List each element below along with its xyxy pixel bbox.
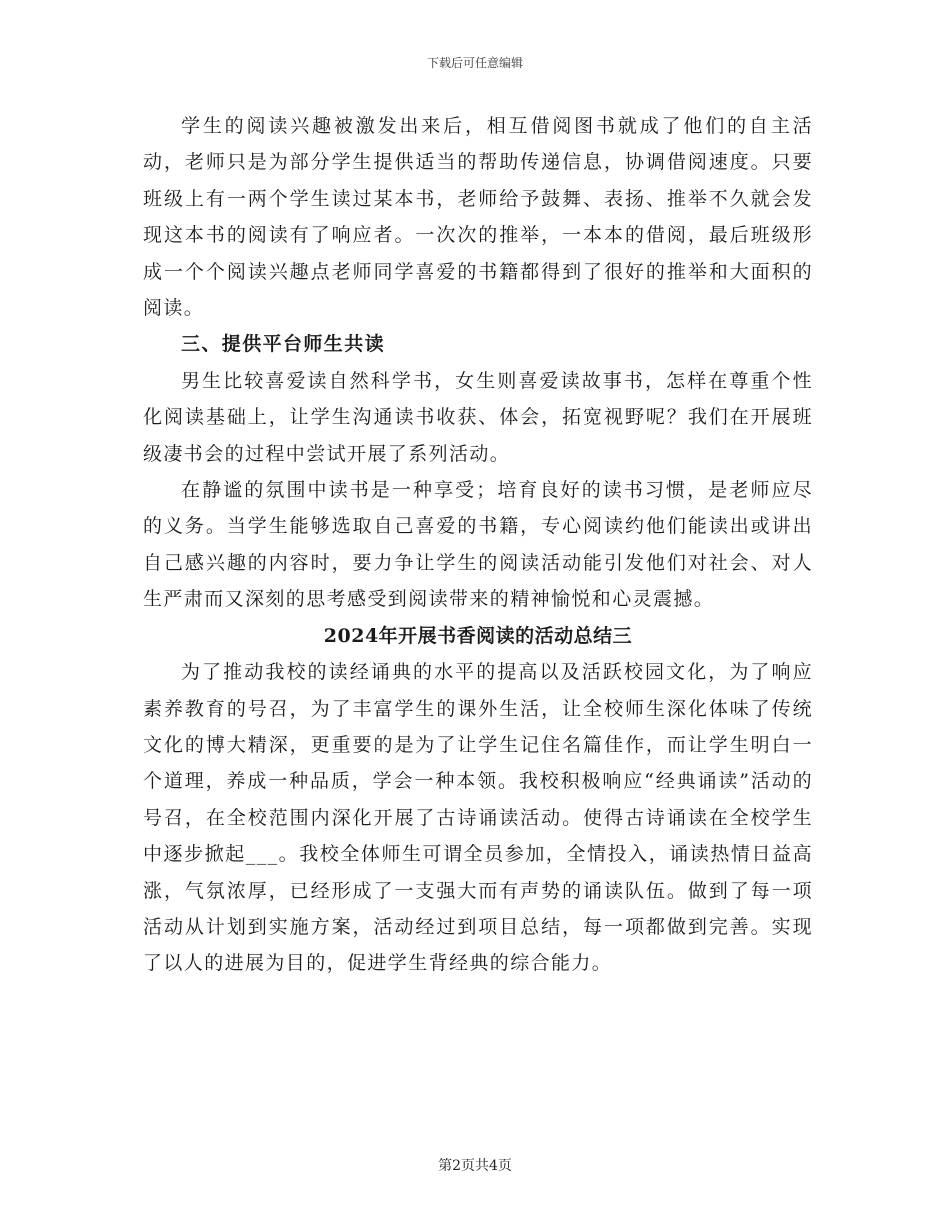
paragraph-classic-recitation: 为了推动我校的读经诵典的水平的提高以及活跃校园文化，为了响应素养教育的号召，为了丰富学生的课外生活，让全校师生深化体味了传统文化的博大精深，更重要的是为了让学生记住名篇佳作，而让学生明白一个道理，养成一种品质，学会一种本领。我校积极响应“经典诵读”活动的号召，在全校范围内深化开展了古诗诵读活动。使得古诗诵读在全校学生中逐步掀起___。我校全体师生可谓全员参加，全情投入，诵读热情日益高涨，气氛浓厚，已经形成了一支强大而有声势的诵读队伍。做到了每一项活动从计划到实施方案，活动经过到项目总结，每一项都做到完善。实现了以人的进展为目的，促进学生背经典的综合能力。 bbox=[143, 661, 813, 975]
paragraph-quiet-reading: 在静谧的氛围中读书是一种享受；培育良好的读书习惯，是老师应尽的义务。当学生能够选取自己喜爱的书籍，专心阅读约他们能读出或讲出自己感兴趣的内容时，要力争让学生的阅读活动能引发他们对社会、对人生严肃而又深刻的思考感受到阅读带来的精神愉悦和心灵震撼。 bbox=[143, 479, 813, 611]
document-title: 2024年开展书香阅读的活动总结三 bbox=[323, 624, 633, 647]
page-number: 第2页共4页 bbox=[438, 1158, 512, 1174]
paragraph-reading-preferences: 男生比较喜爱读自然科学书，女生则喜爱读故事书，怎样在尊重个性化阅读基础上，让学生沟通读书收获、体会，拓宽视野呢？我们在开展班级凄书会的过程中尝试开展了系列活动。 bbox=[143, 369, 813, 465]
page-header: 下载后可任意编辑 bbox=[426, 56, 523, 70]
paragraph-borrowing: 学生的阅读兴趣被激发出来后，相互借阅图书就成了他们的自主活动，老师只是为部分学生提供适当的帮助传递信息，协调借阅速度。只要班级上有一两个学生读过某本书，老师给予鼓舞、表扬、推举不久就会发现这本书的阅读有了响应者。一次次的推举，一本本的借阅，最后班级形成一个个阅读兴趣点老师同学喜爱的书籍都得到了很好的推举和大面积的阅读。 bbox=[143, 115, 813, 320]
document-body bbox=[143, 108, 813, 982]
section-heading-3: 三、提供平台师生共读 bbox=[181, 333, 386, 356]
